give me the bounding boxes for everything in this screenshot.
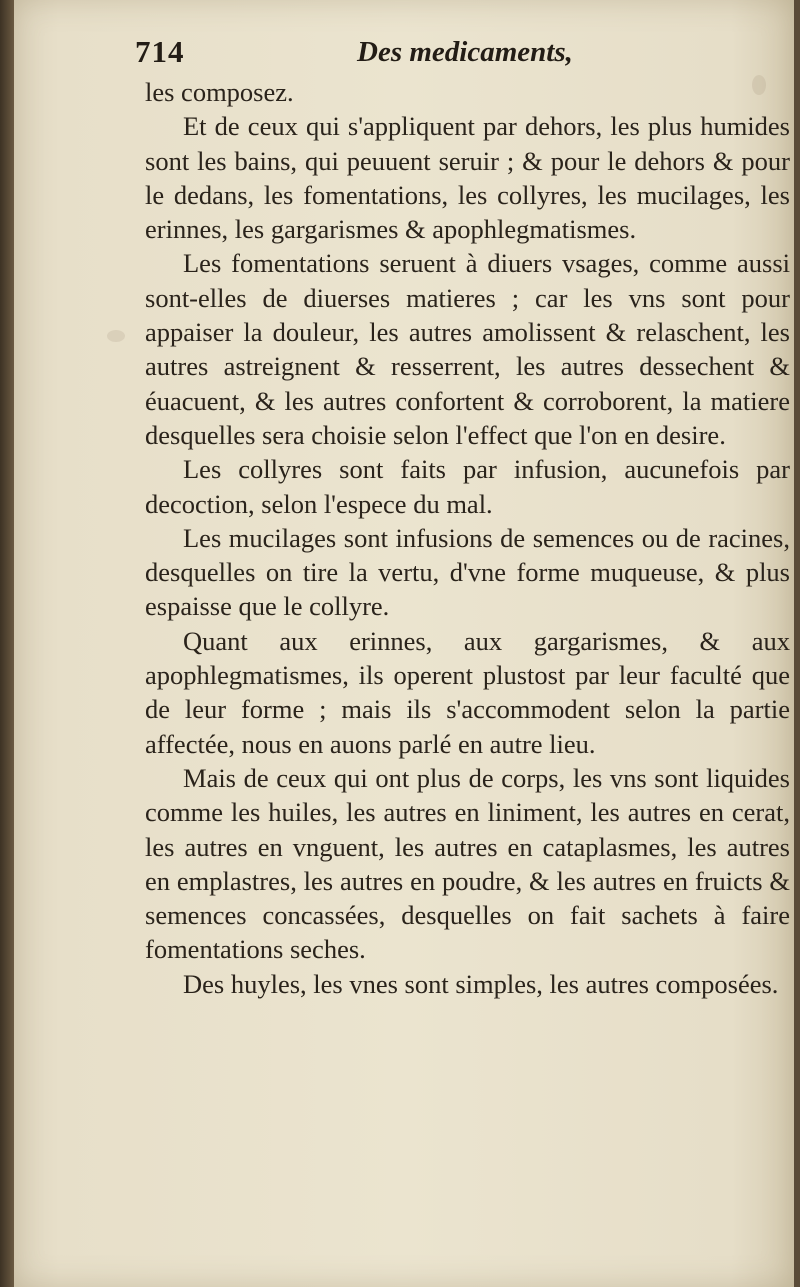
paragraph: Des huyles, les vnes sont simples, les autres composées. bbox=[183, 968, 779, 999]
page-header bbox=[135, 28, 655, 78]
paper-stain bbox=[107, 330, 125, 342]
paragraph: Et de ceux qui s'appliquent par dehors, les plus humides sont les bains, qui peuuent seruir ; & pour le dehors & pour le dedans, les fomentations, les collyres, les mucilages, les erinnes, les gargarismes & apophlegmatismes. bbox=[145, 111, 790, 245]
page-number: 714 bbox=[135, 34, 185, 69]
book-page bbox=[12, 0, 794, 1287]
running-head: Des medicaments, bbox=[357, 36, 573, 68]
body-text bbox=[145, 75, 790, 1001]
paragraph: Les mucilages sont infusions de semences ou de racines, desquelles on tire la vertu, d'vne forme muqueuse, & plus espaisse que le collyre. bbox=[145, 522, 790, 622]
paragraph-continuation: les composez. bbox=[145, 77, 294, 107]
book-spine bbox=[0, 0, 14, 1287]
paragraph: Les fomentations seruent à diuers vsages, comme aussi sont-elles de diuerses matieres ; car les vns sont pour appaiser la douleur, les autres amolissent & relaschent, les autres astreignent & resserrent, les autres dessechent & éuacuent, & les autres confortent & corroborent, la matiere desquelles sera choisie selon l'effect que l'on en desire. bbox=[145, 248, 790, 450]
paragraph: Les collyres sont faits par infusion, aucunefois par decoction, selon l'espece du mal. bbox=[145, 454, 790, 519]
paragraph: Quant aux erinnes, aux gargarismes, & aux apophlegmatismes, ils operent plustost par leur faculté que de leur forme ; mais ils s'accommodent selon la partie affectée, nous en auons parlé en autre lieu. bbox=[145, 625, 790, 759]
paragraph: Mais de ceux qui ont plus de corps, les vns sont liquides comme les huiles, les autres en liniment, les autres en cerat, les autres en vnguent, les autres en cataplasmes, les autres en emplastres, les autres en poudre, & les autres en fruicts & semences concassées, desquelles on fait sachets à faire fomentations seches. bbox=[145, 762, 790, 965]
